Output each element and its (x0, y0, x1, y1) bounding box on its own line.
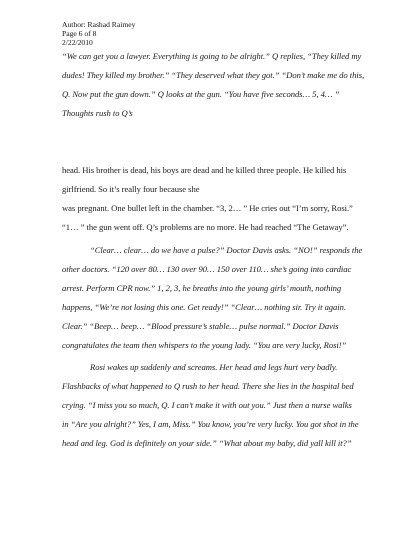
text-line: other doctors. “120 over 80… 130 over 90… 150 over 110… she’s going into cardiac (62, 264, 352, 274)
text-line: head. His brother is dead, his boys are dead and he killed three people. He killed his (62, 165, 347, 175)
text-line: was pregnant. One bullet left in the chamber. “3, 2… ” He cries out “I’m sorry, Rosi.” (62, 203, 353, 213)
text-line: congratulates the team then whispers to the young lady. “You are very lucky, Rosi!” (62, 340, 347, 350)
text-line: head and leg. God is definitely on your side.” “What about my baby, did yall kill it?” (62, 438, 352, 448)
text-line: Clear.” “Beep… beep… “Blood pressure’s stable… pulse normal.” Doctor Davis (62, 321, 339, 331)
text-line: Q. Now put the gun down.” Q looks at the gun. “You have five seconds… 5, 4… ” (62, 89, 340, 99)
text-line: happens, “We’re not losing this one. Get ready!” “Clear… nothing sir. Try it again. (62, 302, 346, 312)
text-line: “We can get you a lawyer. Everything is going to be alright.” Q replies, “They killed my (62, 51, 362, 61)
text-line: Flashbacks of what happened to Q rush to her head. There she lies in the hospital bed (62, 381, 354, 391)
text-line: in “Are you alright?” Yes, I am, Miss.” You know, you’re very lucky. You got shot in the (62, 419, 359, 429)
page-header (62, 20, 135, 47)
text-line: Thoughts rush to Q’s (62, 108, 133, 118)
text-line: girlfriend. So it’s really four because she (62, 184, 200, 194)
text-line: arrest. Perform CPR now.” 1, 2, 3, he breaths into the young girls’ mouth, nothing (62, 283, 342, 293)
page-number: Page 6 of 8 (62, 29, 97, 38)
author-line: Author: Rashad Raimey (62, 20, 136, 29)
text-line: “1… ” the gun went off. Q’s problems are no more. He had reached “The Getaway”. (62, 222, 349, 232)
text-line: crying. “I miss you so much, Q. I can’t make it with out you.” Just then a nurse walks (62, 400, 352, 410)
text-line: dudes! They killed my brother.” “They deserved what they got.” “Don’t make me do this, (62, 70, 365, 80)
date-line: 2/22/2010 (62, 38, 93, 47)
text-line: “Clear… clear… do we have a pulse?” Doctor Davis asks. “NO!” responds the (90, 245, 363, 255)
text-line: Rosi wakes up suddenly and screams. Her head and legs hurt very badly. (90, 362, 338, 372)
